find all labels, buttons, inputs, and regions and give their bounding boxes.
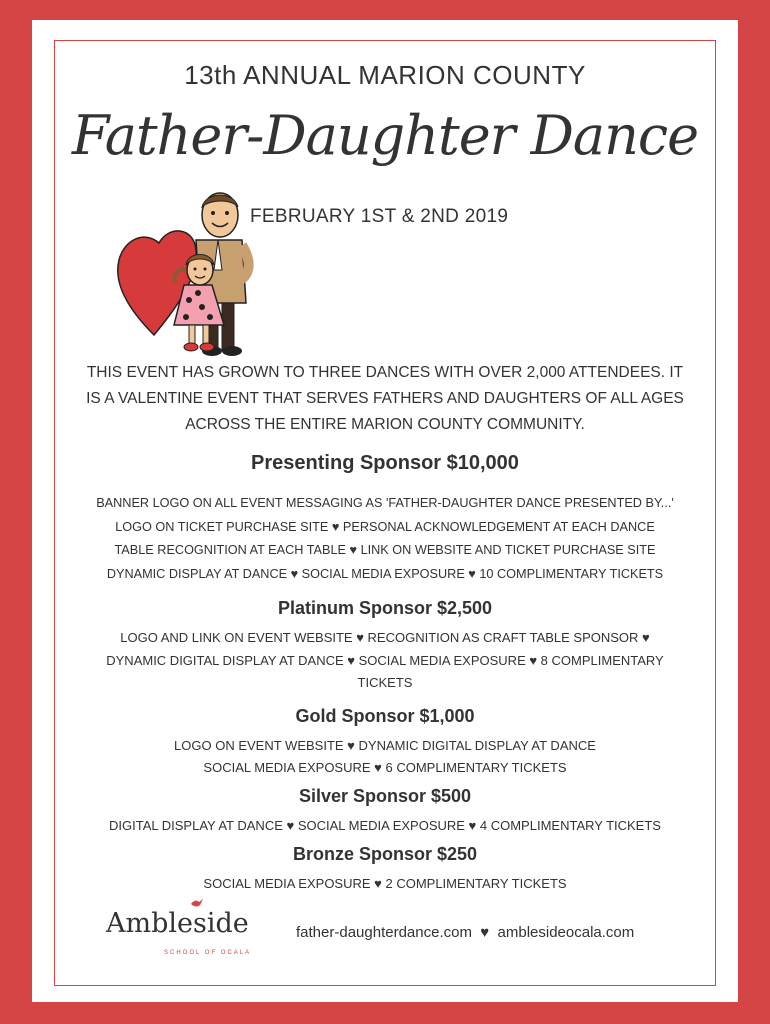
logo-subtitle: SCHOOL OF OCALA <box>164 950 252 956</box>
benefit-line: SOCIAL MEDIA EXPOSURE ♥ 2 COMPLIMENTARY TICKETS <box>203 876 567 891</box>
father-daughter-dancing-icon <box>114 185 264 360</box>
benefit-line: LOGO ON EVENT WEBSITE ♥ DYNAMIC DIGITAL DISPLAY AT DANCE <box>174 738 596 753</box>
intro-line: THIS EVENT HAS GROWN TO THREE DANCES WITH OVER 2,000 ATTENDEES. IT <box>86 364 684 381</box>
silver-sponsor-title: Silver Sponsor $500 <box>298 786 472 806</box>
gold-sponsor-benefits <box>52 735 718 779</box>
footer-website-links: father-daughterdance.com ♥ amblesideocala.com <box>296 924 635 941</box>
bronze-sponsor-benefits <box>52 873 718 895</box>
presenting-sponsor-title: Presenting Sponsor $10,000 <box>251 452 519 474</box>
header-title-line: 13th ANNUAL MARION COUNTY <box>184 60 586 90</box>
intro-line: IS A VALENTINE EVENT THAT SERVES FATHERS AND DAUGHTERS OF ALL AGES <box>86 390 684 407</box>
event-date: FEBRUARY 1ST & 2ND 2019 <box>250 206 509 227</box>
intro-line: ACROSS THE ENTIRE MARION COUNTY COMMUNITY. <box>185 416 585 433</box>
benefit-line: BANNER LOGO ON ALL EVENT MESSAGING AS 'FATHER-DAUGHTER DANCE PRESENTED BY...' <box>96 496 674 510</box>
benefit-line: LOGO AND LINK ON EVENT WEBSITE ♥ RECOGNITION AS CRAFT TABLE SPONSOR ♥ <box>120 630 650 645</box>
event-intro <box>72 360 698 438</box>
silver-sponsor-benefits <box>52 815 718 837</box>
benefit-line: TABLE RECOGNITION AT EACH TABLE ♥ LINK ON WEBSITE AND TICKET PURCHASE SITE <box>114 543 656 557</box>
gold-sponsor-title: Gold Sponsor $1,000 <box>295 706 475 726</box>
logo-name: Ambleside <box>106 908 249 939</box>
flyer-sheet <box>32 20 738 1002</box>
ambleside-logo <box>102 896 272 966</box>
bronze-sponsor-title: Bronze Sponsor $250 <box>292 844 478 864</box>
benefit-line: SOCIAL MEDIA EXPOSURE ♥ 6 COMPLIMENTARY TICKETS <box>203 760 567 775</box>
benefit-line: LOGO ON TICKET PURCHASE SITE ♥ PERSONAL ACKNOWLEDGEMENT AT EACH DANCE <box>115 519 655 534</box>
benefit-line: DIGITAL DISPLAY AT DANCE ♥ SOCIAL MEDIA EXPOSURE ♥ 4 COMPLIMENTARY TICKETS <box>109 818 661 833</box>
benefit-line: DYNAMIC DISPLAY AT DANCE ♥ SOCIAL MEDIA EXPOSURE ♥ 10 COMPLIMENTARY TICKETS <box>106 566 664 581</box>
benefit-line: TICKETS <box>357 675 413 690</box>
benefit-line: DYNAMIC DIGITAL DISPLAY AT DANCE ♥ SOCIAL MEDIA EXPOSURE ♥ 8 COMPLIMENTARY <box>106 652 664 668</box>
presenting-sponsor-benefits <box>52 492 718 586</box>
platinum-sponsor-title: Platinum Sponsor $2,500 <box>277 598 493 618</box>
platinum-sponsor-benefits <box>52 627 718 695</box>
event-script-title: Father-Daughter Dance <box>71 104 699 167</box>
